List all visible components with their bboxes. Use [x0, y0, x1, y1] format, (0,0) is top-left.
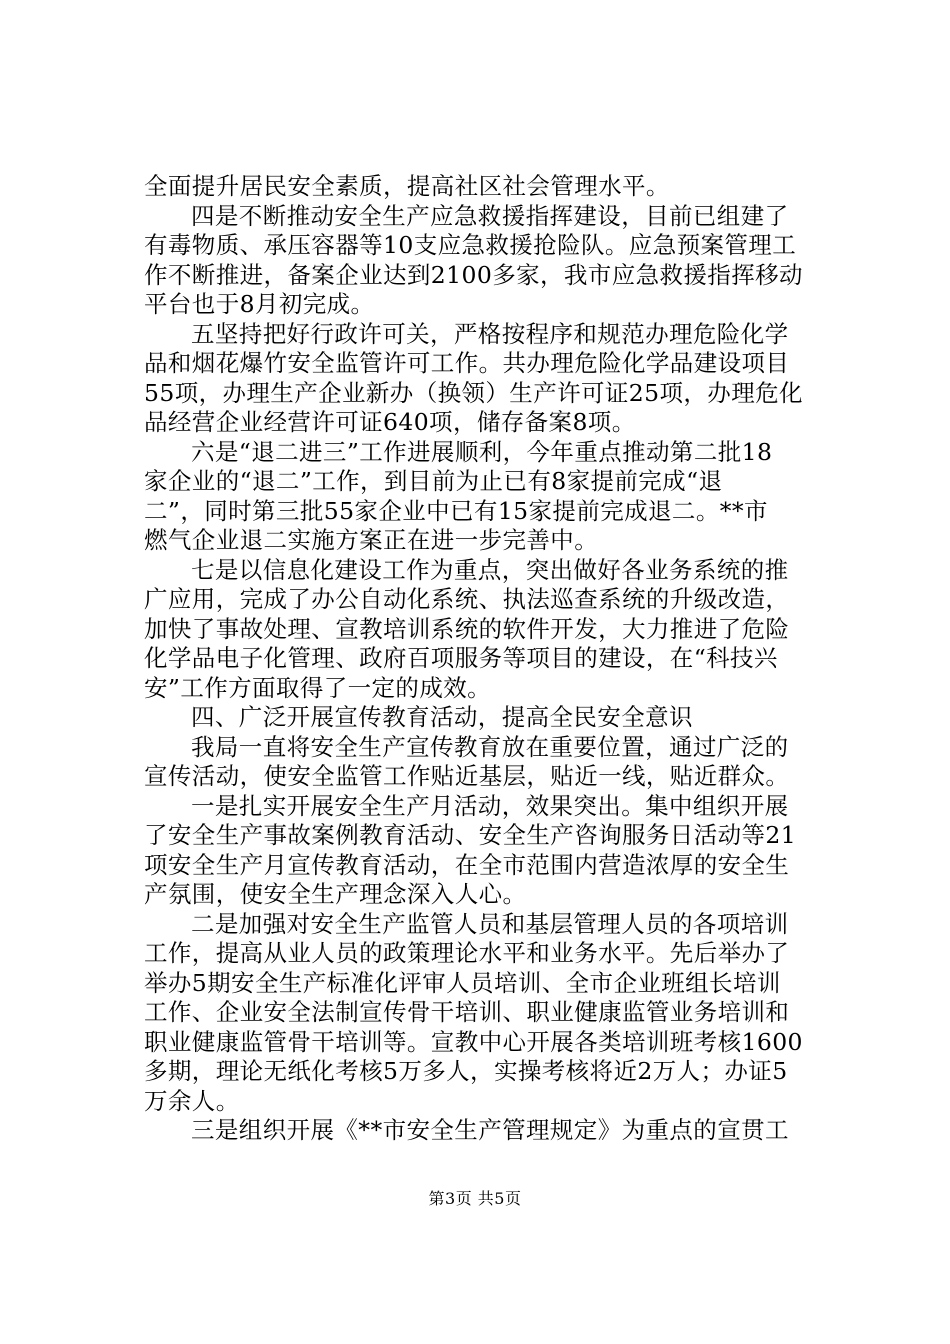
text-line: 产氛围，使安全生产理念深入人心。: [144, 880, 527, 908]
text-line: 化学品电子化管理、政府百项服务等项目的建设，在“科技兴: [144, 644, 778, 672]
text-line: 广应用，完成了办公自动化系统、执法巡查系统的升级改造，: [144, 585, 790, 613]
text-line: 项安全生产月宣传教育活动，在全市范围内营造浓厚的安全生: [144, 850, 790, 879]
text-line: 了安全生产事故案例教育活动、安全生产咨询服务日活动等21: [144, 821, 797, 849]
text-line: 家企业的“退二”工作，到目前为止已有8家提前完成“退: [144, 467, 723, 495]
text-line: 我局一直将安全生产宣传教育放在重要位置，通过广泛的: [191, 732, 789, 761]
text-line: 作不断推进，备案企业达到2100多家，我市应急救援指挥移动: [144, 260, 803, 289]
text-line: 职业健康监管骨干培训等。宣教中心开展各类培训班考核1600: [144, 1027, 803, 1056]
text-line: 平台也于8月初完成。: [144, 290, 375, 318]
text-line: 安”工作方面取得了一定的成效。: [144, 673, 492, 702]
text-line: 三是组织开展《**市安全生产管理规定》为重点的宣贯工: [191, 1116, 789, 1144]
text-line: 多期，理论无纸化考核5万多人，实操考核将近2万人；办证5: [144, 1057, 788, 1085]
text-line: 万余人。: [144, 1086, 240, 1115]
text-line: 二”，同时第三批55家企业中已有15家提前完成退二。**市: [144, 496, 768, 525]
text-line: 一是扎实开展安全生产月活动，效果突出。集中组织开展: [191, 791, 789, 820]
text-line: 工作、企业安全法制宣传骨干培训、职业健康监管业务培训和: [144, 998, 790, 1026]
text-line: 燃气企业退二实施方案正在进一步完善中。: [144, 526, 599, 554]
document-body: [144, 172, 814, 1146]
text-line: 二是加强对安全生产监管人员和基层管理人员的各项培训: [191, 909, 789, 938]
text-line: 宣传活动，使安全监管工作贴近基层，贴近一线，贴近群众。: [144, 762, 790, 790]
text-line: 加快了事故处理、宣教培训系统的软件开发，大力推进了危险: [144, 614, 790, 643]
text-line: 品和烟花爆竹安全监管许可工作。共办理危险化学品建设项目: [144, 349, 790, 377]
text-line: 六是“退二进三”工作进展顺利，今年重点推动第二批18: [191, 437, 773, 466]
page-footer: 第3页 共5页: [428, 1189, 522, 1208]
text-line: 七是以信息化建设工作为重点，突出做好各业务系统的推: [191, 555, 789, 584]
text-line: 四、广泛开展宣传教育活动，提高全民安全意识: [191, 703, 693, 731]
text-line: 四是不断推动安全生产应急救援指挥建设，目前已组建了: [191, 201, 789, 230]
text-line: 有毒物质、承压容器等10支应急救援抢险队。应急预案管理工: [144, 231, 797, 259]
text-line: 55项，办理生产企业新办（换领）生产许可证25项，办理危化: [144, 378, 803, 407]
text-line: 品经营企业经营许可证640项，储存备案8项。: [144, 408, 636, 436]
text-line: 举办5期安全生产标准化评审人员培训、全市企业班组长培训: [144, 968, 781, 997]
text-line: 工作，提高从业人员的政策理论水平和业务水平。先后举办了: [144, 939, 790, 967]
text-line: 五坚持把好行政许可关，严格按程序和规范办理危险化学: [191, 319, 789, 348]
text-line: 全面提升居民安全素质，提高社区社会管理水平。: [144, 172, 670, 200]
